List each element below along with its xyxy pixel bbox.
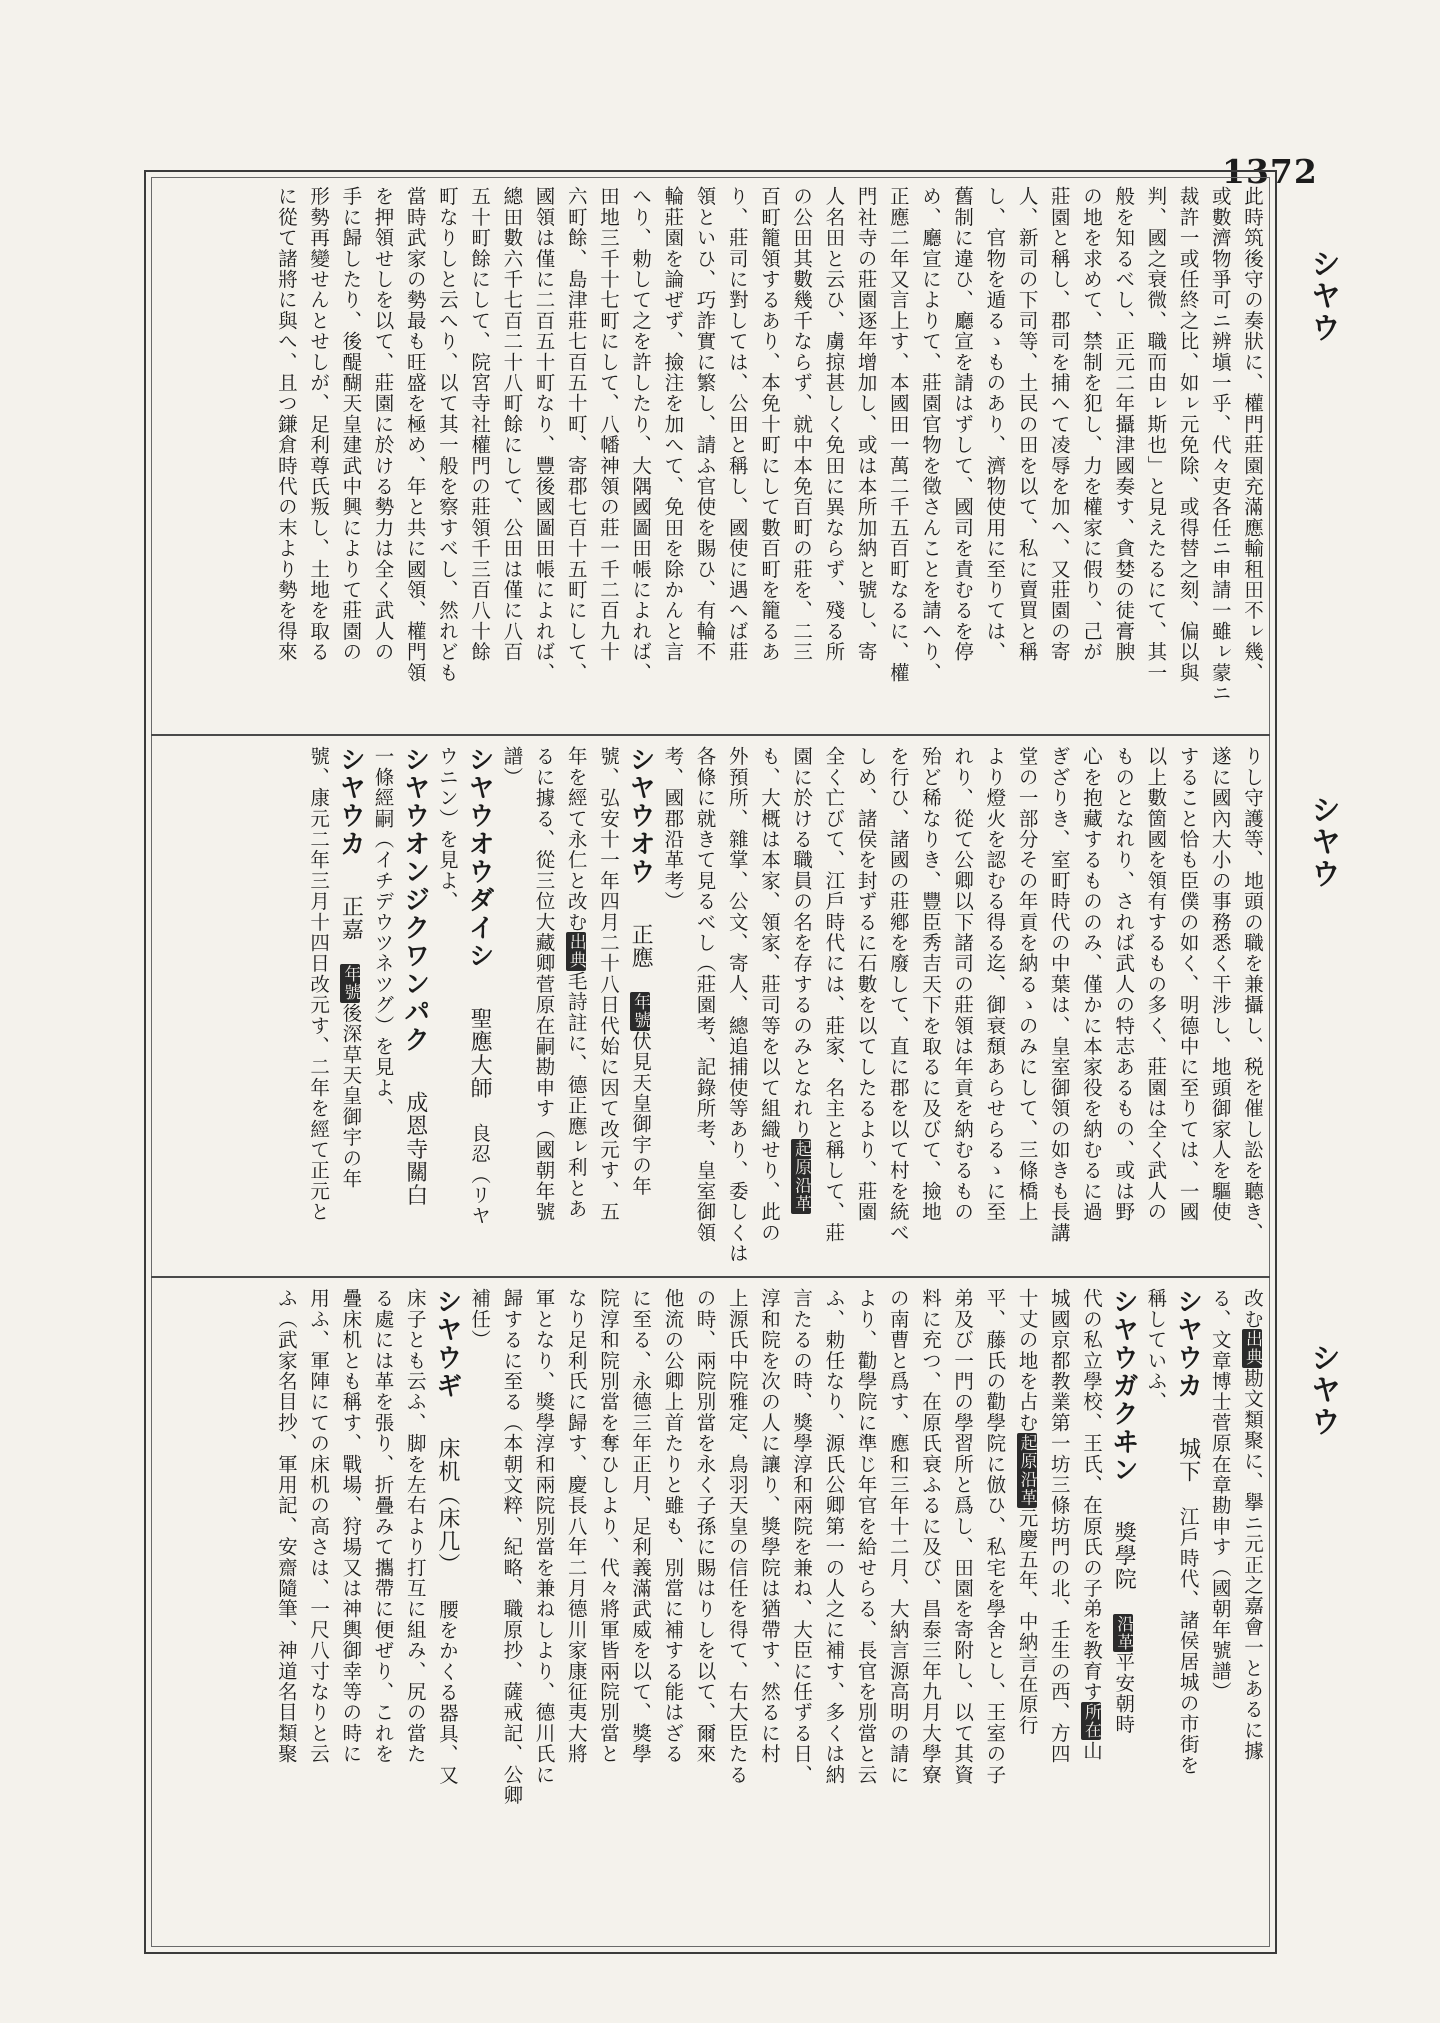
text-line [560, 746, 592, 1266]
entry-heading: シヤウカ [335, 746, 366, 858]
text-line: 料に充つ、在原氏衰ふるに及び、昌泰三年九月大學寮 [918, 1288, 942, 1785]
text-line: 全く亡びて、江戶時代には、莊家、名主と稱して、莊 [822, 746, 846, 1243]
text-line: へり、勅して之を許したり、大隅國圖田帳によれば、 [629, 186, 653, 683]
text-line: の公田其數幾千ならず、就中本免百町の莊を、二三 [790, 186, 814, 663]
entry-text: 江戶時代、諸侯居城の市街を [1176, 1506, 1200, 1776]
text-line: なり足利氏に歸す、慶長八年二月德川家康征夷大將 [564, 1288, 588, 1765]
section-divider-top [151, 734, 1270, 736]
text-line: 或數濟物爭可ニ辨塡一乎、代々吏各任ニ申請一雖ㇾ蒙ニ [1208, 186, 1232, 704]
text-line: を行ひ、諸國の莊鄕を廢して、直に郡を以て村を統べ [886, 746, 910, 1243]
text-line: に從て諸將に與へ、且つ鎌倉時代の末より勢を得來 [274, 186, 298, 663]
text-line: ぎざりき、室町時代の中葉は、皇室御領の如きも長講 [1047, 746, 1071, 1243]
text-line: 言たるの時、獎學淳和兩院を兼ね、大臣に任ずる日、 [790, 1288, 814, 1785]
text-line: ものとなれり、されば武人の特志あるもの、或は野 [1112, 746, 1136, 1223]
text-band-bottom [176, 1282, 1268, 1944]
text-line: 院淳和院別當を奪ひしより、代々將軍皆兩院別當と [596, 1288, 620, 1765]
text-fragment: 園に於ける職員の名を存するのみとなれり [790, 746, 814, 1140]
entry-title: 正應 [628, 922, 654, 969]
category-tag: 年號 [340, 965, 361, 1002]
text-line: 一條經嗣（イチデウツネツグ）を見よ、 [371, 746, 395, 1119]
text-line: 平、藤氏の勸學院に倣ひ、私宅を學舍とし、王室の子 [983, 1288, 1007, 1785]
text-line [785, 746, 817, 1266]
text-line: れり、從て公卿以下諸司の莊領は年貢を納むるもの [951, 746, 975, 1223]
text-line: 他流の公卿上首たりと雖も、別當に補する能はざる [661, 1288, 685, 1765]
text-line: 裁許一或任終之比、如ㇾ元免除、或得替之刻、偏以與 [1176, 186, 1200, 683]
text-line: 各條に就きて見るべし（莊園考、記錄所考、皇室御領 [693, 746, 717, 1243]
text-line: 殆ど稀なりき、豐臣秀吉天下を取るに及びて、撿地 [918, 746, 942, 1223]
text-line: 手に歸したり、後醍醐天皇建武中興によりて莊園の [339, 186, 363, 663]
text-line: ウニン）を見よ、 [435, 746, 459, 912]
text-fragment: 元慶五年、中納言在原行 [1015, 1507, 1039, 1736]
text-line: 弟及び一門の學習所と爲し、田園を寄附し、以て其資 [951, 1288, 975, 1785]
category-tag: 出典 [1242, 1330, 1262, 1367]
text-line: より燈火を認むる得る迄、御衰頹あらせらるゝに至 [983, 746, 1007, 1223]
text-line: 判、國之衰微、職而由ㇾ斯也」と見えたるにて、其一 [1144, 186, 1168, 683]
text-band-top [176, 180, 1268, 730]
text-line: 號、弘安十一年四月二十八日代始に因て改元す、五 [596, 746, 620, 1223]
text-line: の地を求めて、禁制を犯し、力を權家に假り、己が [1079, 186, 1103, 663]
text-fragment: 毛詩註に、德正應ㇾ利とあ [564, 970, 588, 1220]
category-tag: 出典 [565, 933, 586, 970]
text-line: 軍となり、獎學淳和兩院別當を兼ねしより、德川氏に [532, 1288, 556, 1785]
entry-shououdaishi [463, 746, 495, 1266]
entry-heading: シヤウオウダイシ [464, 746, 495, 970]
entry-heading: シヤウギ [431, 1288, 462, 1400]
text-line: りし守護等、地頭の職を兼攝し、税を催し訟を聽き、 [1241, 746, 1264, 1243]
entry-shougi [431, 1288, 463, 1938]
text-line: 考、國郡沿革考） [661, 746, 685, 912]
text-line: る處には革を張り、折疊みて攜帶に便ぜり、これを [371, 1288, 395, 1765]
text-line: に至る、永德三年正月、足利義滿武威を以て、獎學 [629, 1288, 653, 1765]
entry-heading: シヤウカ [1172, 1288, 1203, 1400]
text-line: 人、新司の下司等、土民の田を以て、私に賣買と稱 [1015, 186, 1039, 663]
entry-title: 獎學院 [1111, 1520, 1137, 1591]
text-line: 田地三千十七町にして、八幡神領の莊一千二百九十 [596, 186, 620, 663]
page-number: 1372 [1222, 152, 1318, 191]
text-line: 疊床机とも稱す、戰場、狩場又は神輿御幸等の時に [339, 1288, 363, 1765]
text-line: 輪莊園を論ぜず、撿注を加へて、免田を除かんと言 [661, 186, 685, 663]
entry-title: 聖應大師 [467, 1006, 493, 1100]
entry-text: 後深草天皇御宇の年 [339, 1002, 363, 1190]
running-head-bottom: シヤウ [1305, 1342, 1340, 1438]
text-line: 譜） [500, 746, 524, 788]
entry-shouou [624, 746, 656, 1266]
text-line: 正應二年又言上す、本國田一萬二千五百町なるに、權 [886, 186, 910, 683]
text-line: 用ふ、軍陣にての床机の高さは、一尺八寸なりと云 [307, 1288, 331, 1765]
category-tag: 起原沿革 [791, 1140, 812, 1214]
entry-title: 正嘉 [338, 894, 364, 941]
text-line: しめ、諸侯を封ずるに石數を以てしたるより、莊園 [854, 746, 878, 1223]
text-fragment: 山 [1079, 1740, 1103, 1762]
entry-heading: シヤウガクヰン [1108, 1288, 1139, 1484]
text-line: 六町餘、島津莊七百五十町、寄郡七百十五町にして、 [564, 186, 588, 683]
text-line: 人名田と云ひ、虜掠甚しく免田に異ならず、殘る所 [822, 186, 846, 663]
text-line: の時、兩院別當を永く子孫に賜はりしを以て、爾來 [693, 1288, 717, 1765]
text-fragment: 代の私立學校、王氏、在原氏の子弟を教育す [1079, 1288, 1103, 1702]
text-line: 外預所、雜掌、公文、寄人、總追捕使等あり、委しくは [725, 746, 749, 1264]
section-divider-bottom [151, 1276, 1270, 1278]
running-head-top: シヤウ [1305, 248, 1340, 344]
category-tag: 起原沿革 [1016, 1433, 1037, 1507]
text-line: 形勢再變せんとせしが、足利尊氏叛し、土地を取る [307, 186, 331, 663]
text-line: 町なりしと云へり、以て其一般を察すべし、然れども [435, 186, 459, 683]
text-line: 國領は僅に二百五十町なり、豐後國圖田帳によれば、 [532, 186, 556, 683]
running-head-middle: シヤウ [1305, 794, 1340, 890]
text-line: 堂の一部分その年貢を納るゝのみにして、三條橋上 [1015, 746, 1039, 1223]
text-fragment: 十丈の地を占む [1015, 1288, 1039, 1433]
text-line: を押領せしを以て、莊園に於ける勢力は全く武人の [371, 186, 395, 663]
entry-text: 平安朝時 [1112, 1651, 1136, 1735]
text-line: 百町籠領するあり、本免十町にして數百町を籠るあ [757, 186, 781, 663]
text-line: すること恰も臣僕の如く、明德中に至りては、一國 [1176, 746, 1200, 1223]
text-fragment: 勘文類聚に、擧ニ元正之嘉會一とあるに據 [1241, 1367, 1264, 1762]
text-line: 淳和院を次の人に讓り、獎學院は猶帶す、然るに村 [757, 1288, 781, 1765]
text-line: 此時筑後守の奏狀に、權門莊園充滿應輸租田不ㇾ幾、 [1241, 186, 1264, 683]
text-line: 城國京都教業第一坊三條坊門の北、壬生の西、方四 [1047, 1288, 1071, 1765]
text-line: 遂に國內大小の事務悉く干涉し、地頭御家人を驅使 [1208, 746, 1232, 1223]
text-line: ふ、勅任なり、源氏公卿第一の人之に補す、多くは納 [822, 1288, 846, 1785]
text-line: 門社寺の莊園逐年增加し、或は本所加納と號し、寄 [854, 186, 878, 663]
text-line: 領といひ、巧詐實に繁し、請ふ官使を賜ひ、有輪不 [693, 186, 717, 663]
text-fragment: 改む [1241, 1288, 1264, 1330]
text-line: の南曹と爲す、應和三年十二月、大納言源高明の請に [886, 1288, 910, 1785]
entry-text: 伏見天皇御宇の年 [629, 1030, 653, 1197]
text-line: る、文章博士菅原在章勘申す（國朝年號譜） [1208, 1288, 1232, 1702]
text-line: り、莊司に對しては、公田と稱し、國使に遇へば莊 [725, 186, 749, 663]
entry-shouka-era [334, 746, 366, 1266]
text-line [1075, 1288, 1107, 1938]
entry-shouonji-kanpaku [399, 746, 431, 1266]
entry-title: 成恩寺關白 [402, 1090, 428, 1207]
text-line: 歸するに至る（本朝文粹、紀略、職原抄、薩戒記、公卿 [500, 1288, 524, 1806]
entry-title: 城下 [1175, 1436, 1201, 1483]
entry-text: 良忍（リヤ [468, 1122, 492, 1227]
text-line: も、大概は本家、領家、莊司等を以て組織せり、此の [757, 746, 781, 1243]
text-band-middle [176, 740, 1268, 1272]
text-line: 床子とも云ふ、脚を左右より打互に組み、尻の當た [403, 1288, 427, 1765]
text-line: 五十町餘にして、院宮寺社權門の莊領千三百八十餘 [468, 186, 492, 663]
text-line: 以上數箇國を領有するもの多く、莊園は全く武人の [1144, 746, 1168, 1223]
text-line: 般を知るべし、正元二年攝津國奏す、貪婪の徒膏腴 [1112, 186, 1136, 663]
category-tag: 沿革 [1113, 1614, 1134, 1651]
entry-shouka-castle-town [1171, 1288, 1203, 1938]
text-line: 舊制に違ひ、廳宣を請はずして、國司を責むるを停 [951, 186, 975, 663]
text-line: 稱していふ、 [1144, 1288, 1168, 1413]
text-line: 莊園と稱し、郡司を捕へて凌辱を加へ、又莊園の寄 [1047, 186, 1071, 663]
text-line: より、勸學院に準じ年官を給せらる、長官を別當と云 [854, 1288, 878, 1785]
text-line [1236, 1288, 1268, 1938]
text-line: 號、康元二年三月十四日改元す、二年を經て正元と [307, 746, 331, 1223]
category-tag: 所在 [1080, 1703, 1101, 1740]
category-tag: 年號 [630, 993, 651, 1030]
entry-heading: シヤウオウ [625, 746, 656, 886]
entry-shougakuin [1107, 1288, 1139, 1938]
entry-heading: シヤウオンジクワンパク [399, 746, 430, 1054]
text-line: るに據る、從三位大藏卿菅原在嗣勘申す（國朝年號 [532, 746, 556, 1223]
text-line: し、官物を遁るゝものあり、濟物使用に至りては、 [983, 186, 1007, 663]
text-line: 補任） [468, 1288, 492, 1351]
text-line: 心を抱藏するもののみ、僅かに本家役を納むるに過 [1079, 746, 1103, 1223]
entry-title: 床机（床几） [434, 1436, 460, 1576]
text-fragment: 年を經て永仁と改む [564, 746, 588, 933]
text-line: ふ（武家名目抄、軍用記、安齋隨筆、神道名目類聚 [274, 1288, 298, 1765]
text-line: 總田數六千七百二十八町餘にして、公田は僅に八百 [500, 186, 524, 663]
text-line [1010, 1288, 1042, 1938]
text-line: 上源氏中院雅定、鳥羽天皇の信任を得て、右大臣たる [725, 1288, 749, 1785]
text-line: め、廳宣によりて、莊園官物を徵さんことを請へり、 [918, 186, 942, 683]
entry-text: 腰をかくる器具、又 [435, 1599, 459, 1786]
text-line: 當時武家の勢最も旺盛を極め、年と共に國領、權門領 [403, 186, 427, 683]
